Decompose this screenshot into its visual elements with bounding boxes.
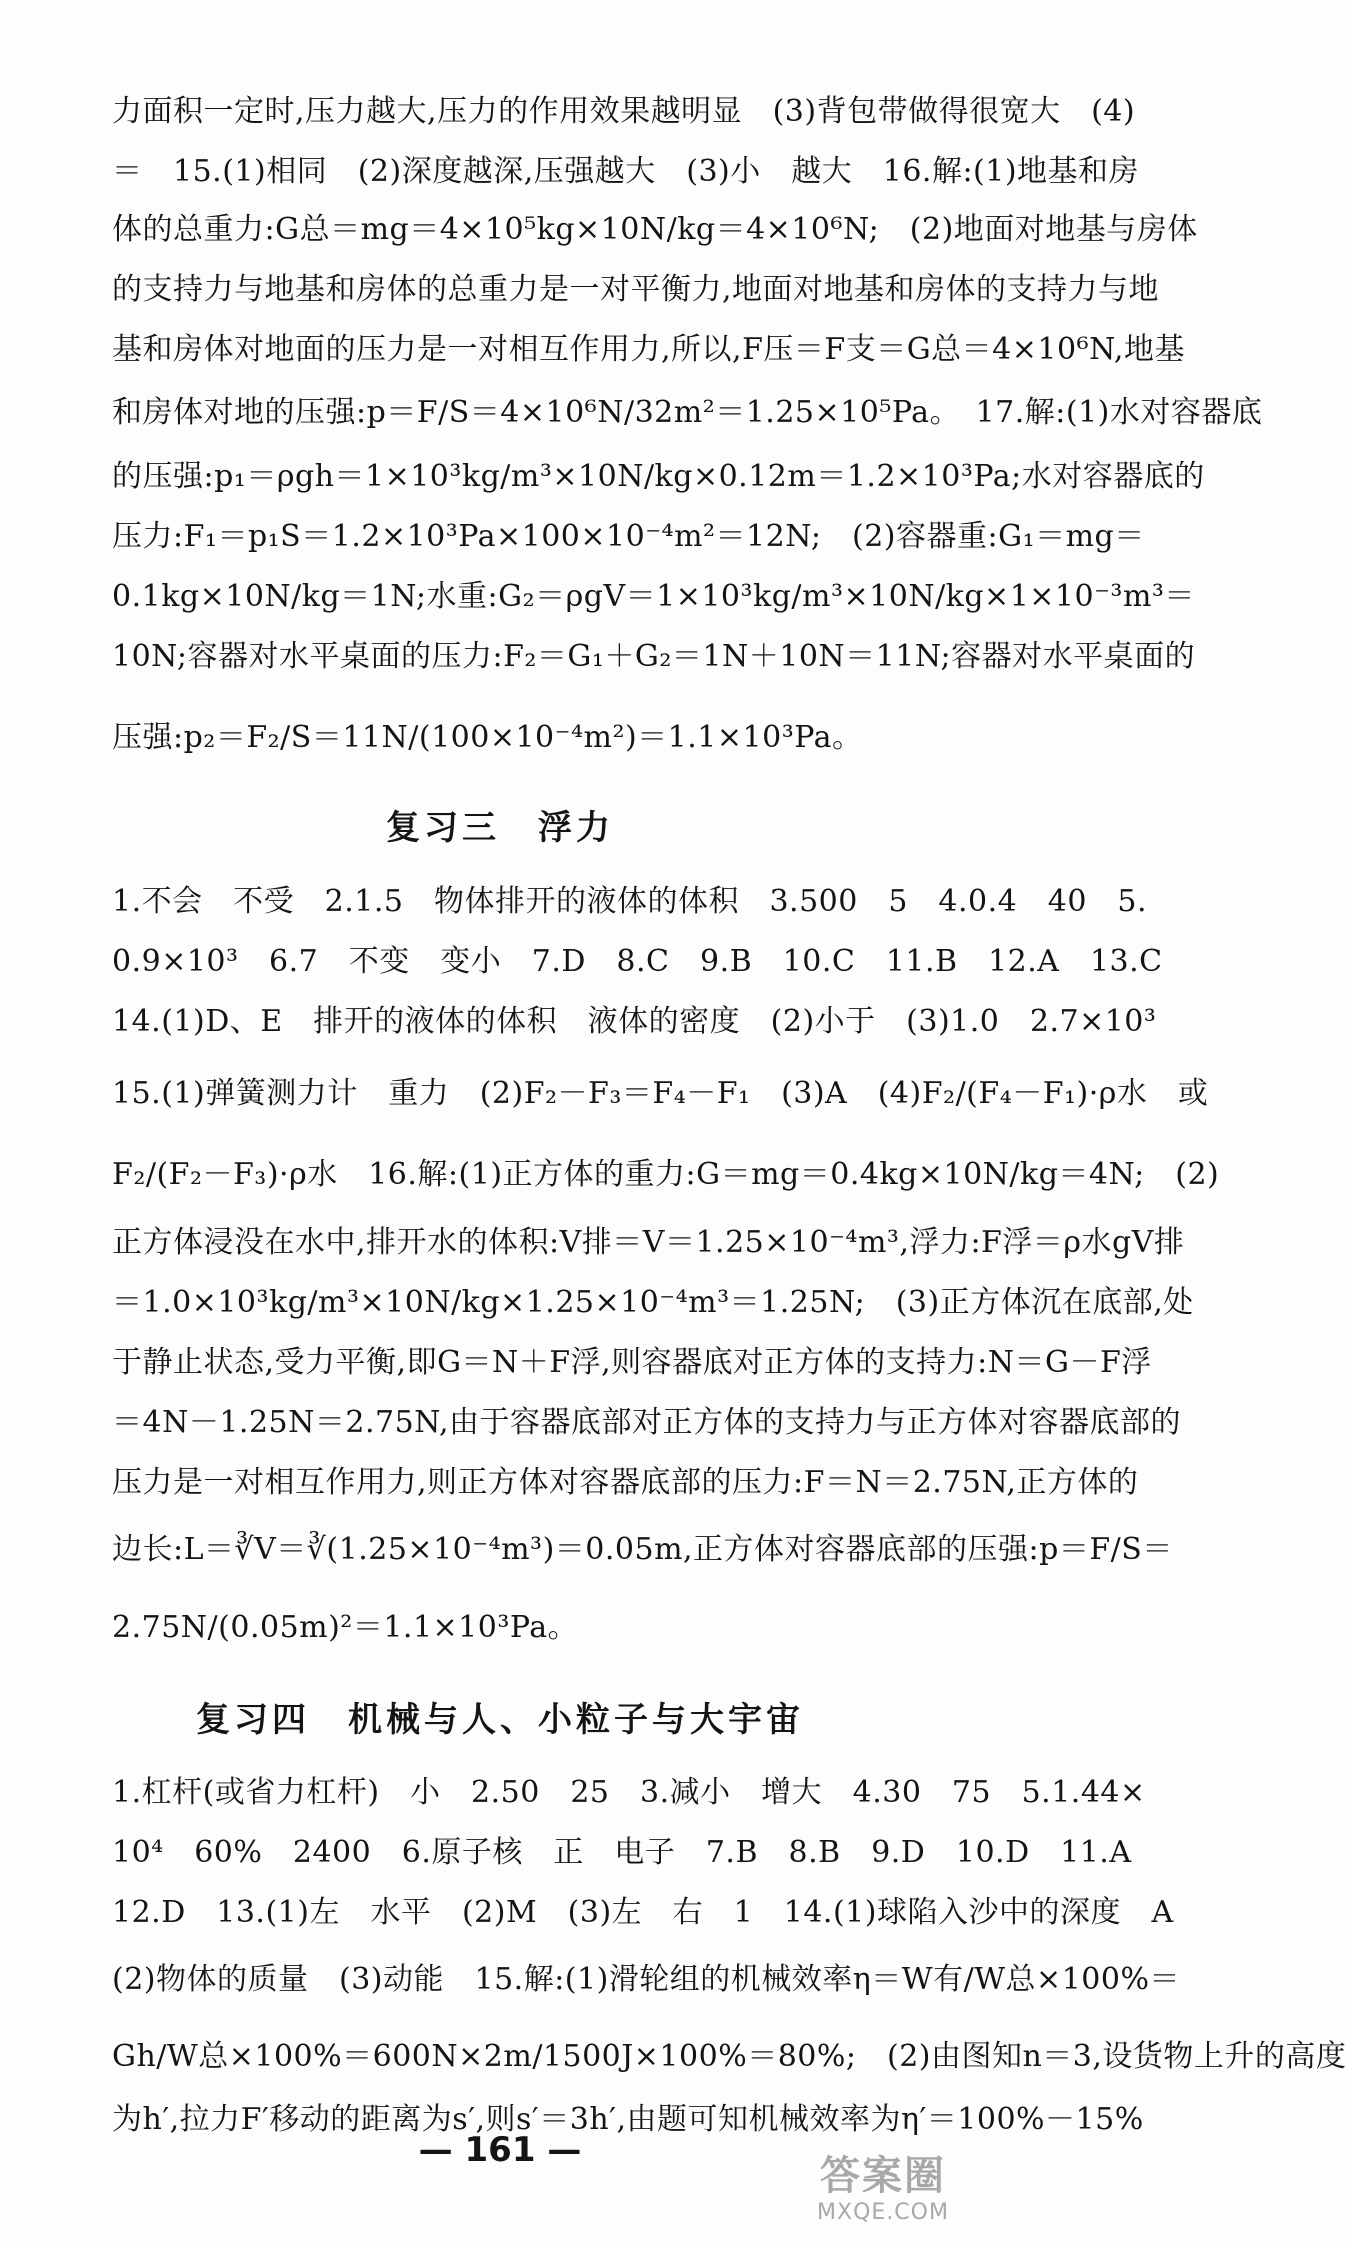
text-line: 压力:F₁＝p₁S＝1.2×10³Pa×100×10⁻⁴m²＝12N; (2)容器重:G₁＝mg＝ [112, 519, 1145, 554]
text-line: (2)物体的质量 (3)动能 15.解:(1)滑轮组的机械效率η＝W有/W总×100%＝ [112, 1962, 1180, 1997]
text-line: Gh/W总×100%＝600N×2m/1500J×100%＝80%; (2)由图知n＝3,设货物上升的高度 [112, 2039, 1346, 2074]
text-line: 压强:p₂＝F₂/S＝11N/(100×10⁻⁴m²)＝1.1×10³Pa。 [112, 720, 863, 755]
text-line: 10⁴ 60% 2400 6.原子核 正 电子 7.B 8.B 9.D 10.D 11.A [112, 1835, 1132, 1870]
text-line: 10N;容器对水平桌面的压力:F₂＝G₁＋G₂＝1N＋10N＝11N;容器对水平桌面的 [112, 639, 1196, 674]
watermark-logo [788, 2152, 978, 2232]
text-line: 基和房体对地面的压力是一对相互作用力,所以,F压＝F支＝G总＝4×10⁶N,地基 [112, 332, 1185, 367]
text-line: ＝4N－1.25N＝2.75N,由于容器底部对正方体的支持力与正方体对容器底部的 [112, 1405, 1182, 1440]
text-line: 压力是一对相互作用力,则正方体对容器底部的压力:F＝N＝2.75N,正方体的 [112, 1465, 1139, 1500]
watermark-url: MXQE.COM [817, 2200, 949, 2225]
text-line: ＝ 15.(1)相同 (2)深度越深,压强越大 (3)小 越大 16.解:(1)地基和房 [112, 154, 1140, 189]
text-line: 14.(1)D、E 排开的液体的体积 液体的密度 (2)小于 (3)1.0 2.7×10³ [112, 1004, 1157, 1039]
text-line: 正方体浸没在水中,排开水的体积:V排＝V＝1.25×10⁻⁴m³,浮力:F浮＝ρ水gV排 [112, 1225, 1185, 1260]
text-line: 2.75N/(0.05m)²＝1.1×10³Pa。 [112, 1610, 579, 1645]
text-line: 体的总重力:G总＝mg＝4×10⁵kg×10N/kg＝4×10⁶N; (2)地面对地基与房体 [112, 212, 1198, 247]
page-number: — 161 — [418, 2130, 582, 2170]
text-line: 和房体对地的压强:p＝F/S＝4×10⁶N/32m²＝1.25×10⁵Pa。 17.解:(1)水对容器底 [112, 395, 1263, 430]
text-line: 0.1kg×10N/kg＝1N;水重:G₂＝ρgV＝1×10³kg/m³×10N/kg×1×10⁻³m³＝ [112, 579, 1195, 614]
text-line: ＝1.0×10³kg/m³×10N/kg×1.25×10⁻⁴m³＝1.25N; (3)正方体沉在底部,处 [112, 1285, 1194, 1320]
text-line: 力面积一定时,压力越大,压力的作用效果越明显 (3)背包带做得很宽大 (4) [112, 94, 1136, 129]
text-line: 1.杠杆(或省力杠杆) 小 2.50 25 3.减小 增大 4.30 75 5.1.44× [112, 1775, 1146, 1810]
text-line: 的支持力与地基和房体的总重力是一对平衡力,地面对地基和房体的支持力与地 [112, 272, 1160, 307]
section-heading-review-4: 复习四 机械与人、小粒子与大宇宙 [196, 1700, 804, 1740]
text-line: 的压强:p₁＝ρgh＝1×10³kg/m³×10N/kg×0.12m＝1.2×10³Pa;水对容器底的 [112, 459, 1205, 494]
text-line: 12.D 13.(1)左 水平 (2)M (3)左 右 1 14.(1)球陷入沙中的深度 A [112, 1895, 1174, 1930]
watermark-text: 答案圈 [820, 2153, 946, 2199]
text-line: 于静止状态,受力平衡,即G＝N＋F浮,则容器底对正方体的支持力:N＝G－F浮 [112, 1345, 1152, 1380]
text-line: 15.(1)弹簧测力计 重力 (2)F₂－F₃＝F₄－F₁ (3)A (4)F₂/(F₄－F₁)·ρ水 或 [112, 1076, 1209, 1111]
text-line: 边长:L＝∛V＝∛(1.25×10⁻⁴m³)＝0.05m,正方体对容器底部的压强:p＝F/S＝ [112, 1532, 1173, 1567]
text-line: F₂/(F₂－F₃)·ρ水 16.解:(1)正方体的重力:G＝mg＝0.4kg×10N/kg＝4N; (2) [112, 1157, 1220, 1192]
text-line: 为h′,拉力F′移动的距离为s′,则s′＝3h′,由题可知机械效率为η′＝100%－15% [112, 2102, 1144, 2137]
section-heading-review-3: 复习三 浮力 [386, 808, 614, 848]
text-line: 0.9×10³ 6.7 不变 变小 7.D 8.C 9.B 10.C 11.B 12.A 13.C [112, 944, 1163, 979]
text-line: 1.不会 不受 2.1.5 物体排开的液体的体积 3.500 5 4.0.4 40 5. [112, 884, 1148, 919]
